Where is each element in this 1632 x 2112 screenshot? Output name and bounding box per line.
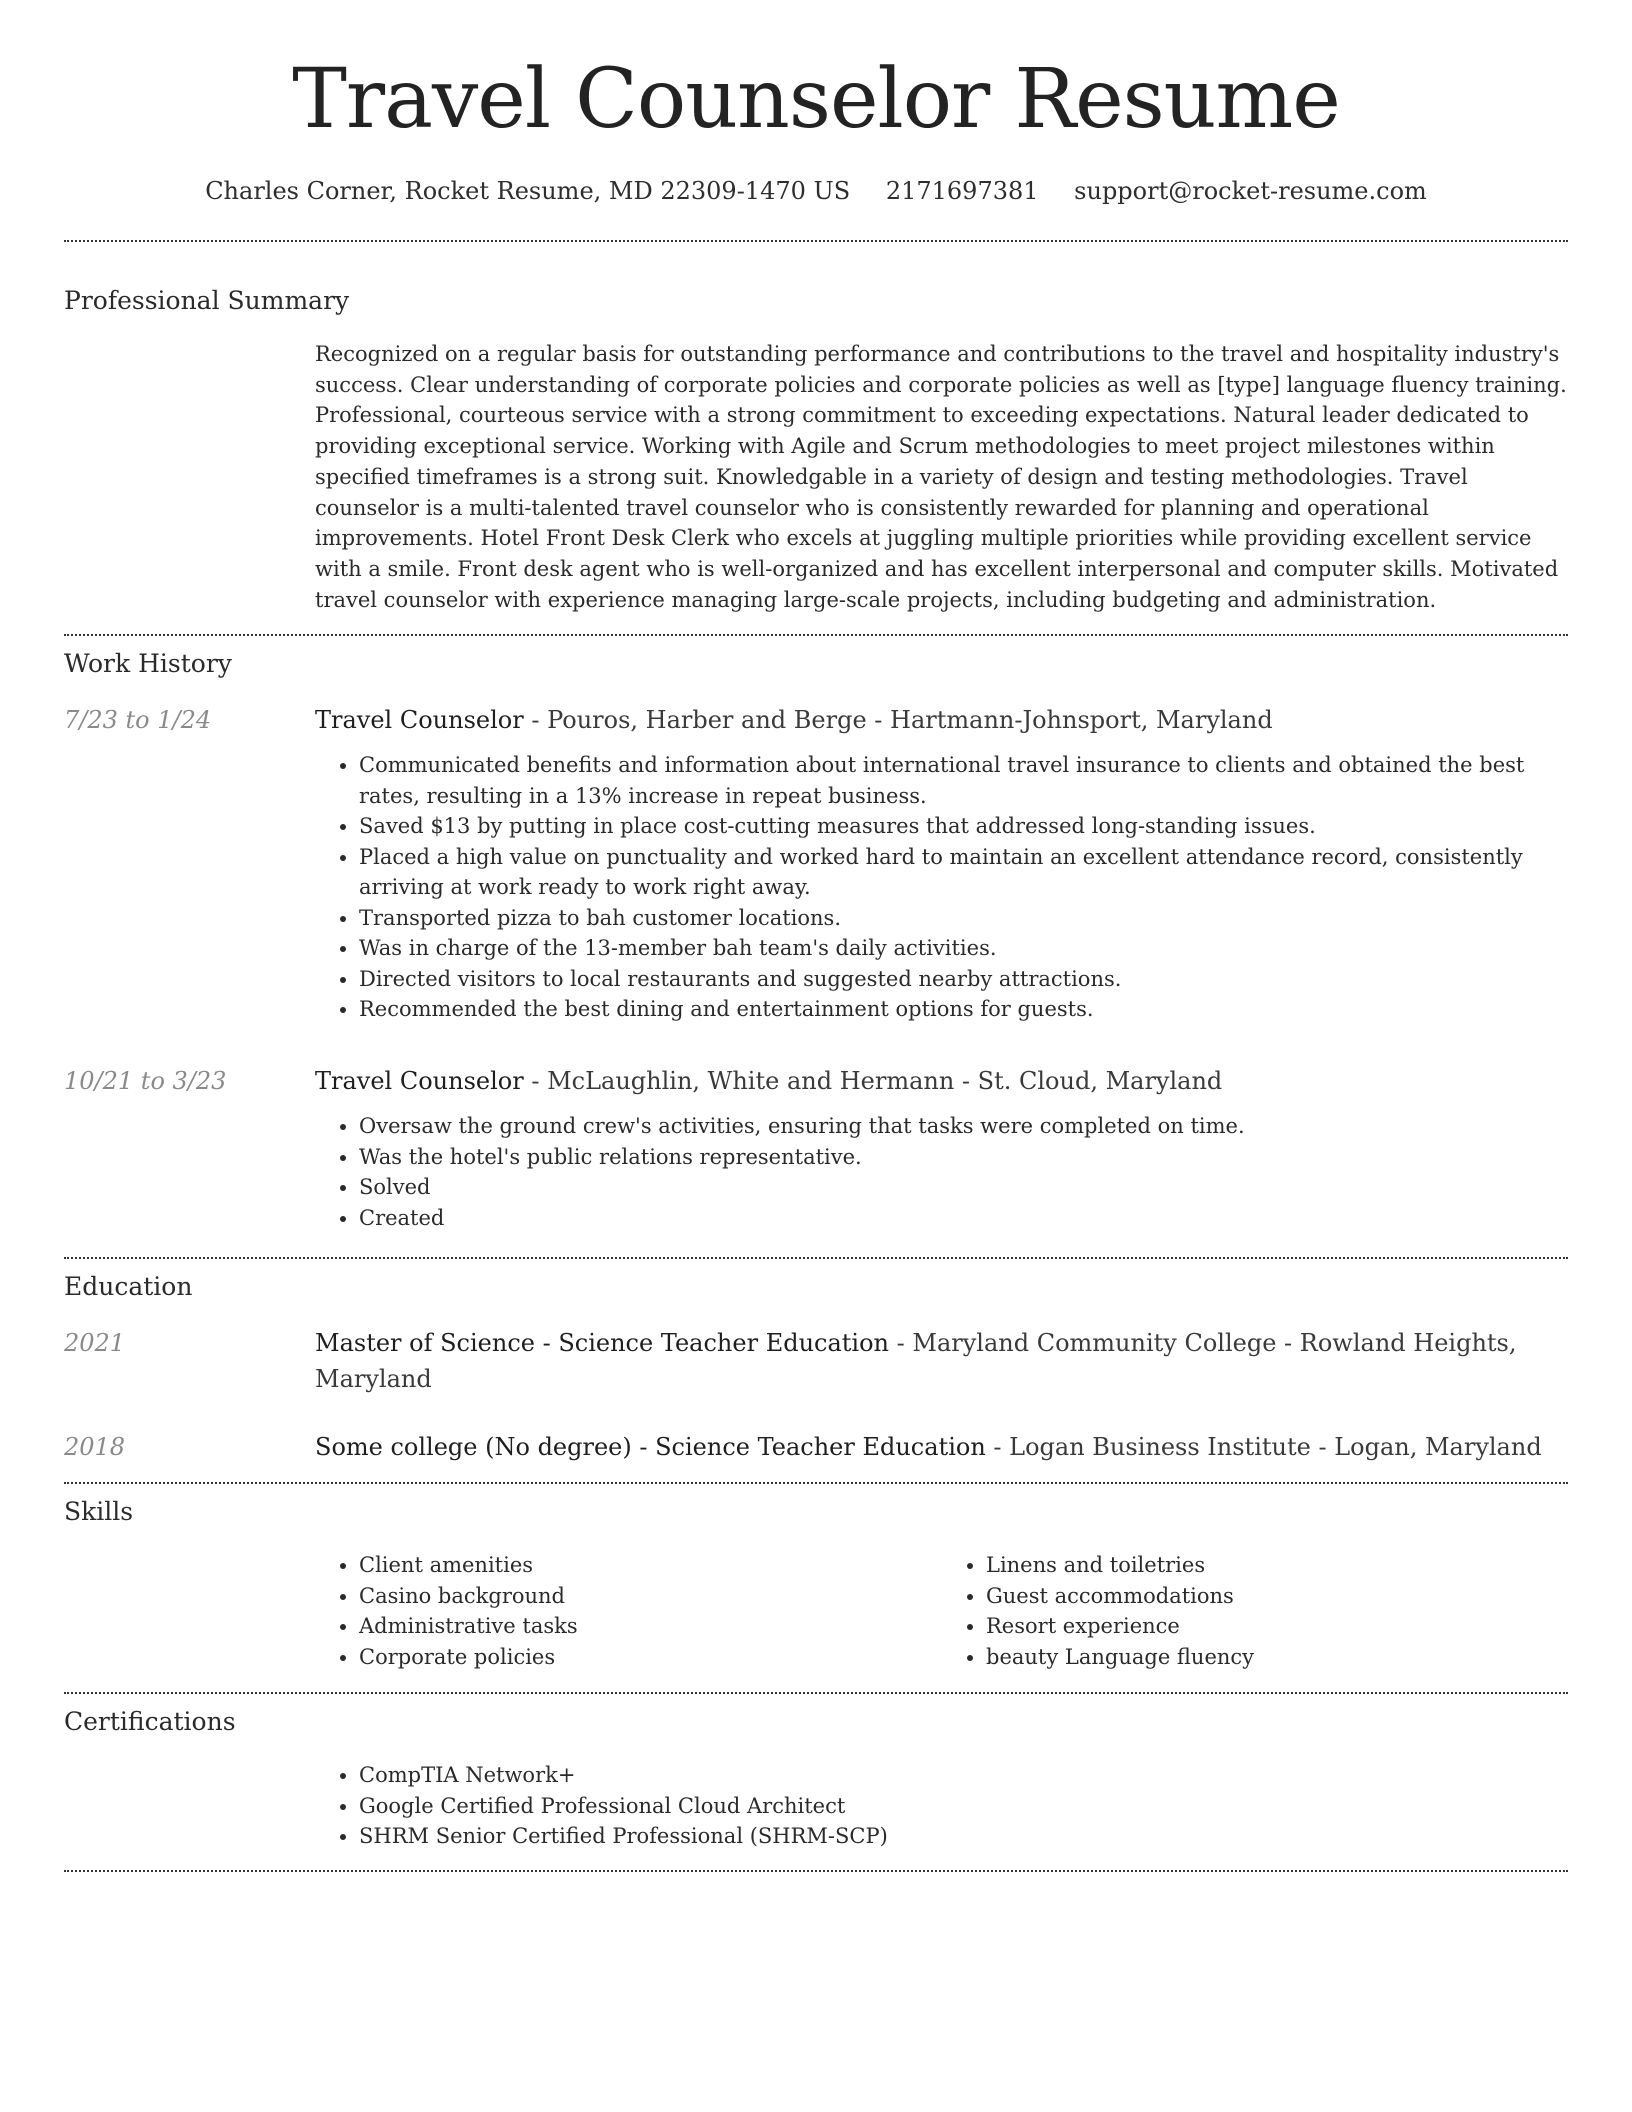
job-dates: 10/21 to 3/23 [64,1067,227,1095]
job-entry [315,1063,1569,1233]
list-item: • Casino background [359,1581,942,1612]
skills-list-right [942,1550,1569,1672]
list-item: • CompTIA Network+ [359,1760,1569,1791]
list-item: • Solved [359,1172,1569,1203]
list-item: • Saved $13 by putting in place cost-cutting measures that addressed long-standing issues. [359,811,1569,842]
list-item: • Transported pizza to bah customer locations. [359,903,1569,934]
resume-title: Travel Counselor Resume [292,52,1340,147]
job-position: Travel Counselor [315,706,524,734]
job-title [315,1063,1569,1099]
certifications-heading: Certifications [64,1707,236,1736]
list-item: • Client amenities [359,1550,942,1581]
section-divider [64,1482,1568,1484]
certifications-list [315,1760,1569,1852]
section-divider [64,1870,1568,1872]
section-divider [64,634,1568,636]
education-degree: Master of Science - Science Teacher Education [315,1329,890,1357]
work-history-heading: Work History [64,649,232,678]
skills-grid [315,1550,1569,1672]
list-item: • Administrative tasks [359,1611,942,1642]
job-position: Travel Counselor [315,1067,524,1095]
skills-heading: Skills [64,1497,134,1526]
resume-header [0,0,1632,208]
education-title [315,1325,1569,1397]
job-title [315,702,1569,738]
education-school-location: - Logan Business Institute - Logan, Maryland [985,1433,1542,1461]
section-divider [64,1257,1568,1259]
list-item: • Recommended the best dining and entertainment options for guests. [359,994,1569,1025]
list-item: • Oversaw the ground crew's activities, ensuring that tasks were completed on time. [359,1111,1569,1142]
job-employer-location: - McLaughlin, White and Hermann - St. Cloud, Maryland [523,1067,1223,1095]
list-item: • Created [359,1203,1569,1234]
education-entry [315,1325,1569,1397]
list-item: • Corporate policies [359,1642,942,1673]
contact-email[interactable]: support@rocket-resume.com [1074,177,1427,205]
list-item: • SHRM Senior Certified Professional (SHRM-SCP) [359,1821,1569,1852]
summary-block [315,339,1569,615]
job-bullets [315,750,1569,1025]
education-heading: Education [64,1272,193,1301]
list-item: • Placed a high value on punctuality and worked hard to maintain an excellent attendance record, consistently arriving at work ready to work right away. [359,842,1569,903]
list-item: • Directed visitors to local restaurants and suggested nearby attractions. [359,964,1569,995]
section-divider [64,1692,1568,1694]
job-entry [315,702,1569,1025]
skills-block [315,1550,1569,1672]
job-dates: 7/23 to 1/24 [64,706,212,734]
list-item: • beauty Language fluency [986,1642,1569,1673]
contact-address: Charles Corner, Rocket Resume, MD 22309-1470 US [205,177,851,205]
section-divider [64,240,1568,242]
education-title [315,1429,1569,1465]
education-year: 2021 [64,1329,126,1357]
list-item: • Resort experience [986,1611,1569,1642]
contact-phone: 2171697381 [885,177,1039,205]
skills-list-left [315,1550,942,1672]
list-item: • Was in charge of the 13-member bah team's daily activities. [359,933,1569,964]
list-item: • Communicated benefits and information about international travel insurance to clients and obtained the best rates, resulting in a 13% increase in repeat business. [359,750,1569,811]
education-degree: Some college (No degree) - Science Teacher Education [315,1433,986,1461]
summary-text: Recognized on a regular basis for outstanding performance and contributions to the travel and hospitality industry's success. Clear understanding of corporate policies and corporate policies as well as [type] language fluency training. Professional, courteous service with a strong commitment to exceeding expectations. Natural leader dedicated to providing exceptional service. Working with Agile and Scrum methodologies to meet project milestones within specified timeframes is a strong suit. Knowledgable in a variety of design and testing methodologies. Travel counselor is a multi-talented travel counselor who is consistently rewarded for planning and operational improvements. Hotel Front Desk Clerk who excels at juggling multiple priorities while providing excellent service with a smile. Front desk agent who is well-organized and has excellent interpersonal and computer skills. Motivated travel counselor with experience managing large-scale projects, including budgeting and administration. [315,342,1567,612]
contact-line [0,174,1632,208]
education-entry [315,1429,1569,1465]
certifications-block [315,1760,1569,1852]
job-bullets [315,1111,1569,1233]
job-employer-location: - Pouros, Harber and Berge - Hartmann-Johnsport, Maryland [523,706,1273,734]
summary-heading: Professional Summary [64,286,350,315]
list-item: • Guest accommodations [986,1581,1569,1612]
education-year: 2018 [64,1433,126,1461]
education-school-location: - Maryland Community College - Rowland Heights, Maryland [315,1329,1517,1393]
list-item: • Was the hotel's public relations representative. [359,1142,1569,1173]
list-item: • Linens and toiletries [986,1550,1569,1581]
list-item: • Google Certified Professional Cloud Architect [359,1791,1569,1822]
